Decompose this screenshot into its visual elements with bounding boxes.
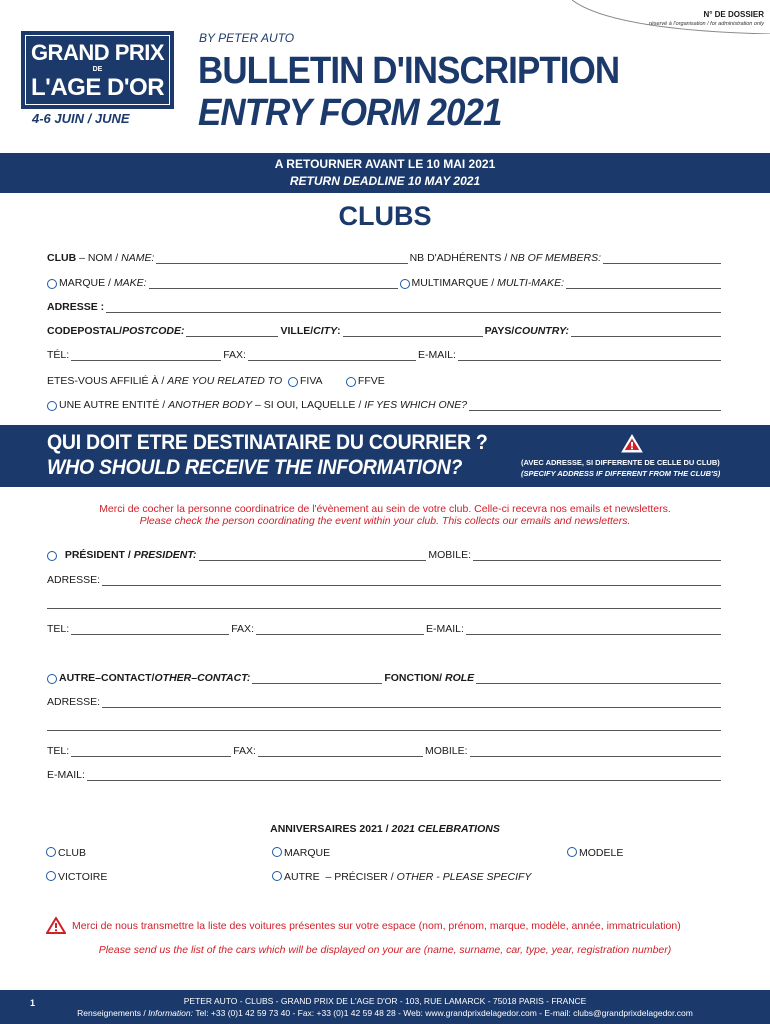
email-label: E-MAIL:: [417, 349, 456, 361]
president-address-field[interactable]: [102, 576, 721, 586]
recipient-title-fr: QUI DOIT ETRE DESTINATAIRE DU COURRIER ?: [47, 431, 488, 454]
president-en-label: PRESIDENT:: [133, 549, 197, 561]
nom-label: – NOM /: [79, 252, 119, 264]
contact-row: [47, 349, 723, 361]
president-address-row: [47, 574, 723, 586]
president-label: PRÉSIDENT /: [64, 549, 131, 561]
footer-address: PETER AUTO - CLUBS - GRAND PRIX DE L'AGE D'OR - 103, RUE LAMARCK - 75018 PARIS - FRANCE: [183, 996, 587, 1006]
marque-anniv-radio[interactable]: [272, 847, 282, 857]
anniv-club-option[interactable]: [46, 847, 86, 859]
marque-label: MARQUE /: [59, 277, 111, 289]
anniv-victoire-option[interactable]: [46, 871, 107, 883]
members-label: NB D'ADHÉRENTS /: [409, 252, 508, 264]
preciser-label: – PRÉCISER /: [325, 871, 394, 883]
other-contact-field[interactable]: [252, 674, 382, 684]
president-email-field[interactable]: [466, 625, 721, 635]
president-address-row2: [47, 599, 723, 609]
other-address-row: [47, 696, 723, 708]
president-fax-field[interactable]: [256, 625, 424, 635]
president-row: [47, 549, 723, 561]
logo-line3: L'AGE D'OR: [30, 74, 165, 101]
anniv-autre-option[interactable]: [272, 871, 531, 883]
club-radio[interactable]: [46, 847, 56, 857]
affilie-label: ETES-VOUS AFFILIÉ À /: [47, 375, 165, 387]
president-contact-row: [47, 623, 723, 635]
warning-icon: [46, 917, 66, 934]
multimarque-radio[interactable]: [400, 279, 410, 289]
address-row: [47, 301, 723, 313]
other-body-radio[interactable]: [47, 401, 57, 411]
president-tel-label: TEL:: [47, 623, 70, 635]
fax-field[interactable]: [248, 351, 416, 361]
warning-icon: [621, 434, 643, 453]
other-fax-label: FAX:: [233, 745, 256, 757]
other-fax-field[interactable]: [258, 747, 423, 757]
footer-renseignements: Renseignements /: [77, 1008, 146, 1018]
city-field[interactable]: [343, 327, 483, 337]
other-address-field[interactable]: [102, 698, 721, 708]
deadline-en: RETURN DEADLINE 10 MAY 2021: [289, 174, 481, 188]
other-address-field-2[interactable]: [47, 721, 721, 731]
form-title-en: ENTRY FORM 2021: [198, 92, 502, 134]
multimarque-label: MULTIMARQUE /: [411, 277, 495, 289]
event-dates: 4-6 JUIN / JUNE: [32, 111, 130, 126]
ville-colon: :: [337, 325, 341, 337]
victoire-radio[interactable]: [46, 871, 56, 881]
president-fax-label: FAX:: [231, 623, 254, 635]
other-mobile-field[interactable]: [470, 747, 721, 757]
president-tel-field[interactable]: [71, 625, 229, 635]
anniv-marque-option[interactable]: [272, 847, 330, 859]
other-contact-phones-row: [47, 745, 723, 757]
victoire-option-label: VICTOIRE: [58, 871, 108, 883]
club-name-row: [47, 252, 723, 264]
ffve-radio[interactable]: [346, 377, 356, 387]
multimake-field[interactable]: [566, 279, 721, 289]
multimake-en-label: MULTI-MAKE:: [497, 277, 564, 289]
autre-radio[interactable]: [272, 871, 282, 881]
other-tel-label: TEL:: [47, 745, 70, 757]
recipient-title-en: WHO SHOULD RECEIVE THE INFORMATION?: [47, 456, 463, 479]
anniversaires-label: ANNIVERSAIRES 2021 /: [270, 823, 389, 835]
other-email-label: E-MAIL:: [47, 769, 85, 781]
club-label: CLUB: [47, 252, 77, 264]
members-en-label: NB OF MEMBERS:: [510, 252, 601, 264]
other-contact-label: AUTRE–CONTACT/: [59, 672, 155, 684]
autre-entite-label: UNE AUTRE ENTITÉ /: [59, 399, 166, 411]
club-option-label: CLUB: [58, 847, 87, 859]
celebrations-en-label: 2021 CELEBRATIONS: [391, 823, 500, 835]
footer-contact-details: Tel: +33 (0)1 42 59 73 40 - Fax: +33 (0)1 42 59 48 28 - Web: www.grandprixdelagedor.com - E-mail: clubs@grandprixdelagedor.com: [195, 1008, 693, 1018]
marque-radio[interactable]: [47, 279, 57, 289]
anniv-modele-option[interactable]: [567, 847, 623, 859]
autre-option-label: AUTRE: [284, 871, 320, 883]
modele-radio[interactable]: [567, 847, 577, 857]
logo-line1: GRAND PRIX: [30, 40, 165, 65]
club-name-field[interactable]: [156, 254, 407, 264]
other-body-field[interactable]: [469, 401, 721, 411]
other-mobile-label: MOBILE:: [424, 745, 468, 757]
fiva-label: FIVA: [300, 375, 323, 387]
logo-line2: DE: [92, 66, 103, 73]
dossier-title: N° DE DOSSIER: [703, 10, 764, 19]
codepostal-label: CODEPOSTAL/: [47, 325, 123, 337]
city-en-label: CITY: [313, 325, 338, 337]
dossier-note: réservé à l'organisation / for administration only: [648, 21, 764, 27]
specify-en-label: OTHER - PLEASE SPECIFY: [396, 871, 532, 883]
make-en-label: MAKE:: [113, 277, 147, 289]
page-number: 1: [30, 998, 36, 1008]
clubs-heading: CLUBS: [338, 201, 432, 231]
anniversaries-title: [0, 823, 770, 835]
cars-list-note-fr: Merci de nous transmettre la liste des voitures présentes sur votre espace (nom, prénom, marque, modèle, année, immatriculation): [72, 920, 681, 932]
other-contact-row: [47, 672, 723, 684]
president-email-label: E-MAIL:: [425, 623, 464, 635]
ffve-label: FFVE: [357, 375, 385, 387]
coordinator-note-fr: Merci de cocher la personne coordinatrice de l'évènement au sein de votre club. Celle-ci recevra nos emails et newsletters.: [99, 503, 671, 515]
other-adresse-label: ADRESSE:: [47, 696, 101, 708]
other-email-row: [47, 769, 723, 781]
other-body-row: [47, 399, 723, 411]
make-field[interactable]: [149, 279, 398, 289]
other-contact-en-label: OTHER–CONTACT:: [154, 672, 251, 684]
country-field[interactable]: [571, 327, 721, 337]
other-tel-field[interactable]: [71, 747, 231, 757]
address-field[interactable]: [106, 303, 721, 313]
affiliation-row: [47, 375, 723, 387]
modele-option-label: MODELE: [579, 847, 624, 859]
fonction-label: FONCTION/: [384, 672, 443, 684]
if-yes-label: IF YES WHICH ONE?: [364, 399, 468, 411]
pays-label: PAYS/: [484, 325, 515, 337]
recipient-note-fr: (AVEC ADRESSE, SI DIFFERENTE DE CELLE DU CLUB): [521, 458, 720, 467]
ville-label: VILLE/: [280, 325, 314, 337]
postcode-field[interactable]: [186, 327, 278, 337]
president-address-field-2[interactable]: [47, 599, 721, 609]
fiva-radio[interactable]: [288, 377, 298, 387]
related-en-label: ARE YOU RELATED TO: [167, 375, 283, 387]
si-oui-label: – SI OUI, LAQUELLE /: [255, 399, 362, 411]
coordinator-note-en: Please check the person coordinating the event within your club. This collects our emails and newsletters.: [139, 515, 631, 527]
organizer: BY PETER AUTO: [199, 31, 295, 45]
event-logo: [21, 31, 174, 109]
deadline-fr: A RETOURNER AVANT LE 10 MAI 2021: [274, 157, 496, 171]
another-body-label: ANOTHER BODY: [168, 399, 253, 411]
president-mobile-label: MOBILE:: [428, 549, 471, 561]
adresse-label: ADRESSE :: [47, 301, 105, 313]
tel-field[interactable]: [71, 351, 221, 361]
cars-list-note-en: Please send us the list of the cars which will be displayed on your are (name, surname, car, type, year, registration number): [98, 944, 672, 956]
other-address-row2: [47, 721, 723, 731]
role-en-label: ROLE: [445, 672, 475, 684]
tel-label: TÉL:: [47, 349, 70, 361]
other-email-field[interactable]: [87, 771, 721, 781]
other-contact-radio[interactable]: [47, 674, 57, 684]
marque-option-label: MARQUE: [284, 847, 331, 859]
president-name-field[interactable]: [199, 551, 427, 561]
president-adresse-label: ADRESSE:: [47, 574, 101, 586]
form-title-fr: BULLETIN D'INSCRIPTION: [198, 50, 620, 92]
recipient-note-en: (SPECIFY ADDRESS IF DIFFERENT FROM THE CLUB'S): [521, 469, 721, 478]
name-en-label: NAME:: [121, 252, 155, 264]
email-field[interactable]: [458, 351, 721, 361]
role-field[interactable]: [476, 674, 721, 684]
country-en-label: COUNTRY:: [514, 325, 570, 337]
president-mobile-field[interactable]: [473, 551, 721, 561]
make-row: [47, 277, 723, 289]
footer-contact: [0, 1008, 770, 1018]
postcode-en-label: POSTCODE:: [122, 325, 185, 337]
footer-information: Information:: [148, 1008, 193, 1018]
president-radio[interactable]: [47, 551, 57, 561]
members-field[interactable]: [603, 254, 721, 264]
postcode-row: [47, 325, 723, 337]
fax-label: FAX:: [223, 349, 246, 361]
